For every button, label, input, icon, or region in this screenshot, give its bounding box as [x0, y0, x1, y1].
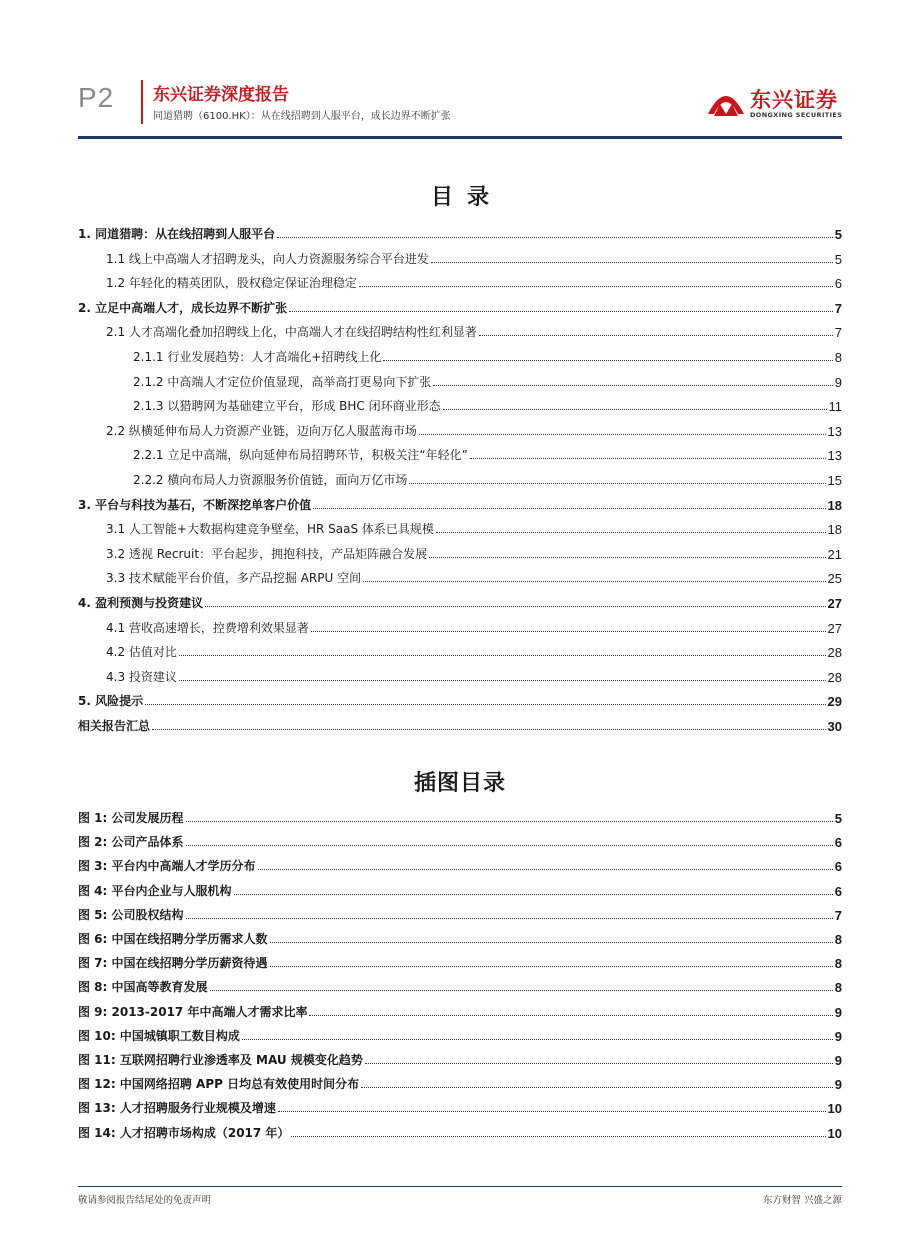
- figure-entry-label: 图 12: 中国网络招聘 APP 日均总有效使用时间分布: [78, 1077, 360, 1092]
- figure-entry-label: 图 1: 公司发展历程: [78, 811, 184, 825]
- figure-entry-page: 10: [827, 1101, 842, 1117]
- leader-dots: [179, 680, 826, 681]
- toc-entry[interactable]: [133, 345, 842, 365]
- leader-dots: [470, 458, 826, 459]
- leader-dots: [270, 942, 833, 943]
- leader-dots: [277, 237, 833, 238]
- toc-entry[interactable]: [106, 665, 842, 685]
- figure-entry[interactable]: [78, 903, 842, 923]
- figure-entry-label: 图 9: 2013-2017 年中高端人才需求比率: [78, 1004, 308, 1019]
- toc-entry-label: 4.2 估值对比: [106, 645, 177, 660]
- figure-entry-page: 6: [834, 859, 842, 875]
- toc-entry[interactable]: [133, 443, 842, 463]
- logo-chinese: 东兴证券: [750, 88, 838, 112]
- toc-entry-label: 2.1.2 中高端人才定位价值显现，高举高打更易向下扩张: [133, 374, 432, 389]
- leader-dots: [479, 335, 833, 336]
- toc-entry[interactable]: [106, 542, 842, 562]
- leader-dots: [152, 729, 826, 730]
- toc-entry-page: 5: [834, 227, 842, 242]
- toc-entry-label: 2.2.2 横向布局人力资源服务价值链，面向万亿市场: [133, 473, 408, 487]
- figure-entry-label: 图 2: 公司产品体系: [78, 835, 184, 850]
- figure-entry[interactable]: [78, 879, 842, 899]
- figure-entry-label: 图 3: 平台内中高端人才学历分布: [78, 859, 256, 874]
- footer-rule: [78, 1186, 842, 1187]
- leader-dots: [361, 1087, 833, 1088]
- leader-dots: [258, 869, 833, 870]
- leader-dots: [186, 821, 833, 822]
- figure-entry-label: 图 14: 人才招聘市场构成（2017 年）: [78, 1125, 290, 1140]
- figure-entry[interactable]: [78, 830, 842, 850]
- toc-entry-label: 1.2 年轻化的精英团队，股权稳定保证治理稳定: [106, 276, 357, 291]
- page-header: [0, 0, 920, 140]
- leader-dots: [234, 894, 833, 895]
- toc-entry[interactable]: [106, 566, 842, 586]
- toc-entry-page: 13: [827, 423, 842, 439]
- figure-entry-label: 图 6: 中国在线招聘分学历需求人数: [78, 932, 268, 946]
- leader-dots: [433, 385, 832, 386]
- toc-entry-label: 1.1 线上中高端人才招聘龙头，向人力资源服务综合平台进发: [106, 251, 429, 266]
- figure-entry-page: 8: [834, 980, 842, 996]
- figure-entry[interactable]: [78, 1000, 842, 1020]
- toc-entry-label: 2.2.1 立足中高端，纵向延伸布局招聘环节，积极关注“年轻化”: [133, 448, 468, 463]
- report-subtitle: 同道猎聘（6100.HK）：从在线招聘到人服平台，成长边界不断扩张: [153, 111, 451, 122]
- figure-entry[interactable]: [78, 975, 842, 995]
- header-rule: [78, 136, 842, 139]
- toc-entry[interactable]: [78, 296, 842, 316]
- figure-entry-page: 6: [834, 835, 842, 851]
- footer-slogan: 东方财智 兴盛之源: [762, 1195, 842, 1206]
- leader-dots: [365, 1063, 833, 1064]
- leader-dots: [436, 532, 826, 533]
- figure-entry-page: 8: [834, 932, 842, 947]
- figure-entry-label: 图 8: 中国高等教育发展: [78, 980, 208, 995]
- toc-entry-page: 18: [827, 522, 842, 538]
- toc-entry-label: 2. 立足中高端人才，成长边界不断扩张: [78, 300, 288, 315]
- figure-list-title: 插图目录: [413, 771, 506, 796]
- leader-dots: [278, 1111, 826, 1112]
- toc-entry-label: 3. 平台与科技为基石，不断深挖单客户价值: [78, 497, 312, 512]
- toc-entry[interactable]: [78, 714, 842, 734]
- toc-entry-page: 9: [834, 374, 842, 390]
- toc-entry-page: 21: [827, 546, 842, 562]
- toc-entry-page: 25: [827, 571, 842, 587]
- toc-entry-label: 3.1 人工智能+大数据构建竞争壁垒，HR SaaS 体系已具规模: [106, 522, 434, 537]
- toc-entry-label: 2.1.3 以猎聘网为基础建立平台，形成 BHC 闭环商业形态: [133, 399, 441, 414]
- toc-entry-label: 相关报告汇总: [78, 719, 151, 733]
- figure-entry-page: 8: [834, 956, 842, 972]
- toc-entry-label: 2.2 纵横延伸布局人力资源产业链，迈向万亿人服蓝海市场: [106, 423, 417, 438]
- toc-entry-page: 6: [834, 276, 842, 292]
- leader-dots: [145, 704, 825, 705]
- figure-entry[interactable]: [78, 806, 842, 826]
- figure-entry[interactable]: [78, 1121, 842, 1141]
- figure-entry-page: 7: [834, 907, 842, 923]
- toc-entry[interactable]: [106, 640, 842, 660]
- toc-entry[interactable]: [106, 616, 842, 636]
- leader-dots: [409, 483, 825, 484]
- figure-entry-label: 图 7: 中国在线招聘分学历薪资待遇: [78, 956, 268, 971]
- figure-entry-label: 图 4: 平台内企业与人服机构: [78, 883, 232, 898]
- report-title: 东兴证券深度报告: [153, 85, 289, 105]
- leader-dots: [179, 655, 826, 656]
- figure-entry[interactable]: [78, 1096, 842, 1116]
- figure-entry-label: 图 13: 人才招聘服务行业规模及增速: [78, 1101, 276, 1116]
- leader-dots: [242, 1039, 833, 1040]
- figure-entry-label: 图 11: 互联网招聘行业渗透率及 MAU 规模变化趋势: [78, 1053, 363, 1067]
- toc-entry-label: 4. 盈利预测与投资建议: [78, 596, 204, 610]
- toc-entry-page: 30: [827, 719, 842, 734]
- toc-entry-page: 13: [827, 448, 842, 464]
- toc-entry-page: 7: [834, 325, 842, 341]
- toc-entry-label: 3.2 透视 Recruit：平台起步，拥抱科技，产品矩阵融合发展: [106, 546, 428, 561]
- toc-entry-label: 2.1 人才高端化叠加招聘线上化，中高端人才在线招聘结构性红利显著: [106, 325, 477, 340]
- header-divider: [141, 80, 143, 124]
- toc-entry[interactable]: [78, 222, 842, 242]
- toc-entry[interactable]: [133, 394, 842, 414]
- logo-emblem-icon: [706, 84, 746, 120]
- toc-entry[interactable]: [106, 320, 842, 340]
- toc-entry-page: 29: [827, 694, 842, 710]
- toc-entry[interactable]: [78, 493, 842, 513]
- leader-dots: [359, 286, 833, 287]
- figure-entry-label: 图 5: 公司股权结构: [78, 907, 184, 922]
- toc-entry-label: 4.3 投资建议: [106, 669, 177, 684]
- toc-entry[interactable]: [78, 689, 842, 709]
- footer-disclaimer: 敬请参阅报告结尾处的免责声明: [78, 1195, 212, 1206]
- toc-entry-page: 8: [834, 350, 842, 365]
- toc-entry-label: 2.1.1 行业发展趋势：人才高端化+招聘线上化: [133, 350, 382, 364]
- leader-dots: [210, 990, 833, 991]
- figure-entry-page: 9: [834, 1004, 842, 1020]
- figure-entry-page: 5: [834, 811, 842, 826]
- figure-entry[interactable]: [78, 1048, 842, 1068]
- toc-entry[interactable]: [78, 591, 842, 611]
- toc-entry[interactable]: [106, 517, 842, 537]
- leader-dots: [431, 262, 833, 263]
- leader-dots: [383, 360, 832, 361]
- toc-entry[interactable]: [106, 247, 842, 267]
- figure-entry[interactable]: [78, 854, 842, 874]
- toc-entry-page: 18: [827, 497, 842, 513]
- leader-dots: [270, 966, 833, 967]
- leader-dots: [313, 508, 825, 509]
- leader-dots: [291, 1136, 825, 1137]
- company-logo: [706, 80, 846, 124]
- leader-dots: [205, 606, 825, 607]
- leader-dots: [363, 581, 825, 582]
- figure-entry[interactable]: [78, 927, 842, 947]
- figure-entry-page: 9: [834, 1053, 842, 1068]
- leader-dots: [289, 311, 833, 312]
- toc-entry-page: 7: [834, 300, 842, 316]
- toc-title: 目录: [430, 185, 503, 210]
- page-number: P2: [78, 82, 115, 113]
- figure-entry-label: 图 10: 中国城镇职工数目构成: [78, 1028, 240, 1043]
- toc-entry[interactable]: [106, 419, 842, 439]
- toc-entry[interactable]: [106, 271, 842, 291]
- toc-entry-page: 11: [828, 399, 842, 415]
- toc-entry[interactable]: [133, 370, 842, 390]
- toc-entry-page: 15: [827, 473, 842, 488]
- logo-english: DONGXING SECURITIES: [750, 111, 843, 119]
- toc-entry-label: 4.1 营收高速增长，控费增利效果显著: [106, 620, 309, 635]
- figure-entry-page: 9: [834, 1028, 842, 1044]
- toc-entry[interactable]: [133, 468, 842, 488]
- leader-dots: [186, 918, 833, 919]
- toc-entry-page: 28: [827, 645, 842, 661]
- toc-entry-label: 1. 同道猎聘：从在线招聘到人服平台: [78, 227, 276, 241]
- toc-entry-label: 3.3 技术赋能平台价值，多产品挖掘 ARPU 空间: [106, 571, 362, 586]
- toc-entry-page: 27: [827, 596, 842, 611]
- toc-entry-page: 28: [827, 669, 842, 685]
- toc-entry-page: 27: [827, 620, 842, 636]
- leader-dots: [419, 434, 826, 435]
- figure-entry-page: 6: [834, 883, 842, 899]
- toc-entry-page: 5: [834, 251, 842, 267]
- figure-entry-page: 10: [827, 1125, 842, 1141]
- figure-entry[interactable]: [78, 1024, 842, 1044]
- leader-dots: [186, 845, 833, 846]
- toc-entry-label: 5. 风险提示: [78, 694, 144, 709]
- leader-dots: [311, 631, 826, 632]
- figure-entry[interactable]: [78, 951, 842, 971]
- leader-dots: [309, 1015, 832, 1016]
- leader-dots: [429, 557, 825, 558]
- figure-entry-page: 9: [834, 1077, 842, 1093]
- leader-dots: [443, 409, 827, 410]
- figure-entry[interactable]: [78, 1072, 842, 1092]
